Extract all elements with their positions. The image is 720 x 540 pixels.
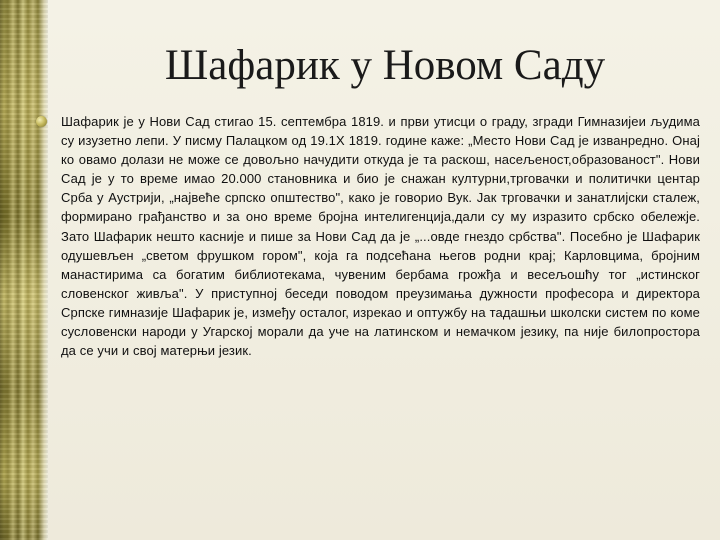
bullet-icon [36, 116, 47, 127]
slide-body-text: Шафарик је у Нови Сад стигао 15. септембра 1819. и први утисци о граду, згради Гимназијеи људима су изузетно лепи. У писму Палацком од 19.1Х 1819. године каже: „Место Нови Сад је изванредно. Онај ко овамо долази не може се довољно начудити откуда је та раскош, насељеност,образованост". Нови Сад је у то време имао 20.000 становника и био је снажан културни,трговачки и политички центар Срба у Аустрији, „највеће српско општество", како је говорио Вук. Јак трговачки и занатлијски сталеж, формирано грађанство и за оно време бројна интелигенција,дали су му изразито србско обележје. Зато Шафарик нешто касније и пише за Нови Сад да је „...овде гнездо србства". Посебно је Шафарик одушевљен „светом фрушком гором", која га подсећана његов родни крај; Карловцима, бројним манастирима са богатим библиотекама, чувеним бербама грожђа и весељошћу тог „истинског словенског живља". У приступној беседи поводом преузимања дужности професора и директора Српске гимназије Шафарик је, између осталог, изрекао и оптужбу на тадашњи школски систем по коме сусловенски народи у Угарској морали да уче на латинском и немачком језику, па није билопростора да се учи и свој матерњи језик. [61, 114, 700, 359]
slide-title: Шафарик у Новом Саду [164, 42, 606, 89]
decorative-left-band [0, 0, 48, 540]
